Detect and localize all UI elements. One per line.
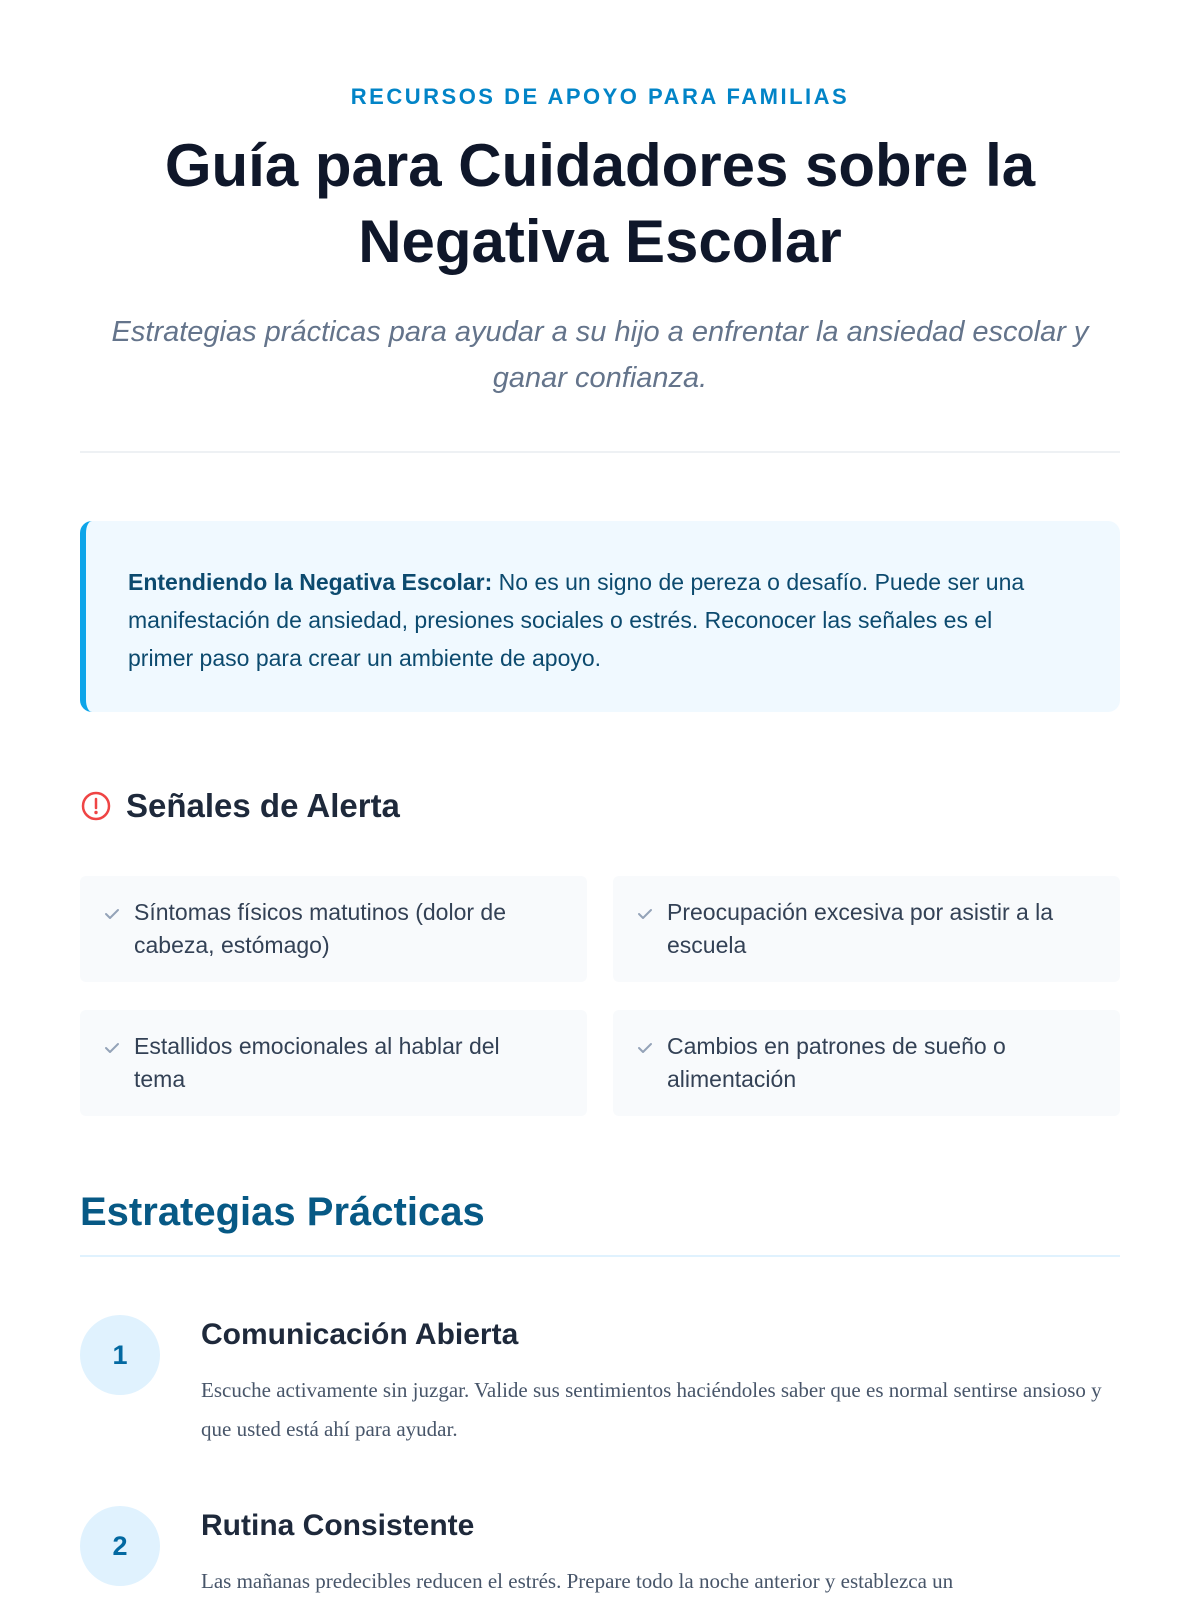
step-number: 1 — [80, 1315, 160, 1395]
page-kicker: RECURSOS DE APOYO PARA FAMILIAS — [350, 84, 850, 109]
check-icon — [102, 1038, 122, 1058]
signal-text: Cambios en patrones de sueño o alimentación — [667, 1033, 1006, 1092]
signals-title: Señales de Alerta — [126, 787, 400, 824]
signal-card — [613, 876, 1120, 982]
signal-text: Preocupación excesiva por asistir a la escuela — [667, 899, 1054, 958]
header-divider — [80, 451, 1120, 453]
page-title: Guía para Cuidadores sobre la Negativa Escolar — [164, 132, 1036, 275]
signal-card — [613, 1010, 1120, 1116]
signal-card — [80, 876, 587, 982]
check-icon — [635, 1038, 655, 1058]
page-subtitle: Estrategias prácticas para ayudar a su hijo a enfrentar la ansiedad escolar y ganar confianza. — [111, 316, 1089, 394]
step-body: Las mañanas predecibles reducen el estrés. Prepare todo la noche anterior y establezca un — [201, 1569, 954, 1593]
check-icon — [102, 904, 122, 924]
signal-card — [80, 1010, 587, 1116]
callout-lead: Entendiendo la Negativa Escolar: — [128, 569, 493, 595]
step-body: Escuche activamente sin juzgar. Valide sus sentimientos haciéndoles saber que es normal sentirse ansioso y que usted está ahí para ayudar. — [201, 1378, 1102, 1441]
callout-text: No es un signo de pereza o desafío. Puede ser una manifestación de ansiedad, presiones sociales o estrés. Reconocer las señales es el primer paso para crear un ambiente de apoyo. — [128, 569, 1025, 671]
step-number: 2 — [80, 1506, 160, 1586]
signals-heading — [80, 784, 400, 828]
strategies-title: Estrategias Prácticas — [80, 1190, 485, 1234]
strategies-divider — [80, 1255, 1120, 1257]
alert-circle-icon — [80, 790, 112, 822]
check-icon — [635, 904, 655, 924]
step-title: Comunicación Abierta — [201, 1318, 519, 1351]
signal-text: Estallidos emocionales al hablar del tema — [134, 1033, 500, 1092]
step-title: Rutina Consistente — [201, 1509, 475, 1542]
info-callout — [80, 521, 1120, 712]
signal-text: Síntomas físicos matutinos (dolor de cabeza, estómago) — [134, 899, 506, 958]
